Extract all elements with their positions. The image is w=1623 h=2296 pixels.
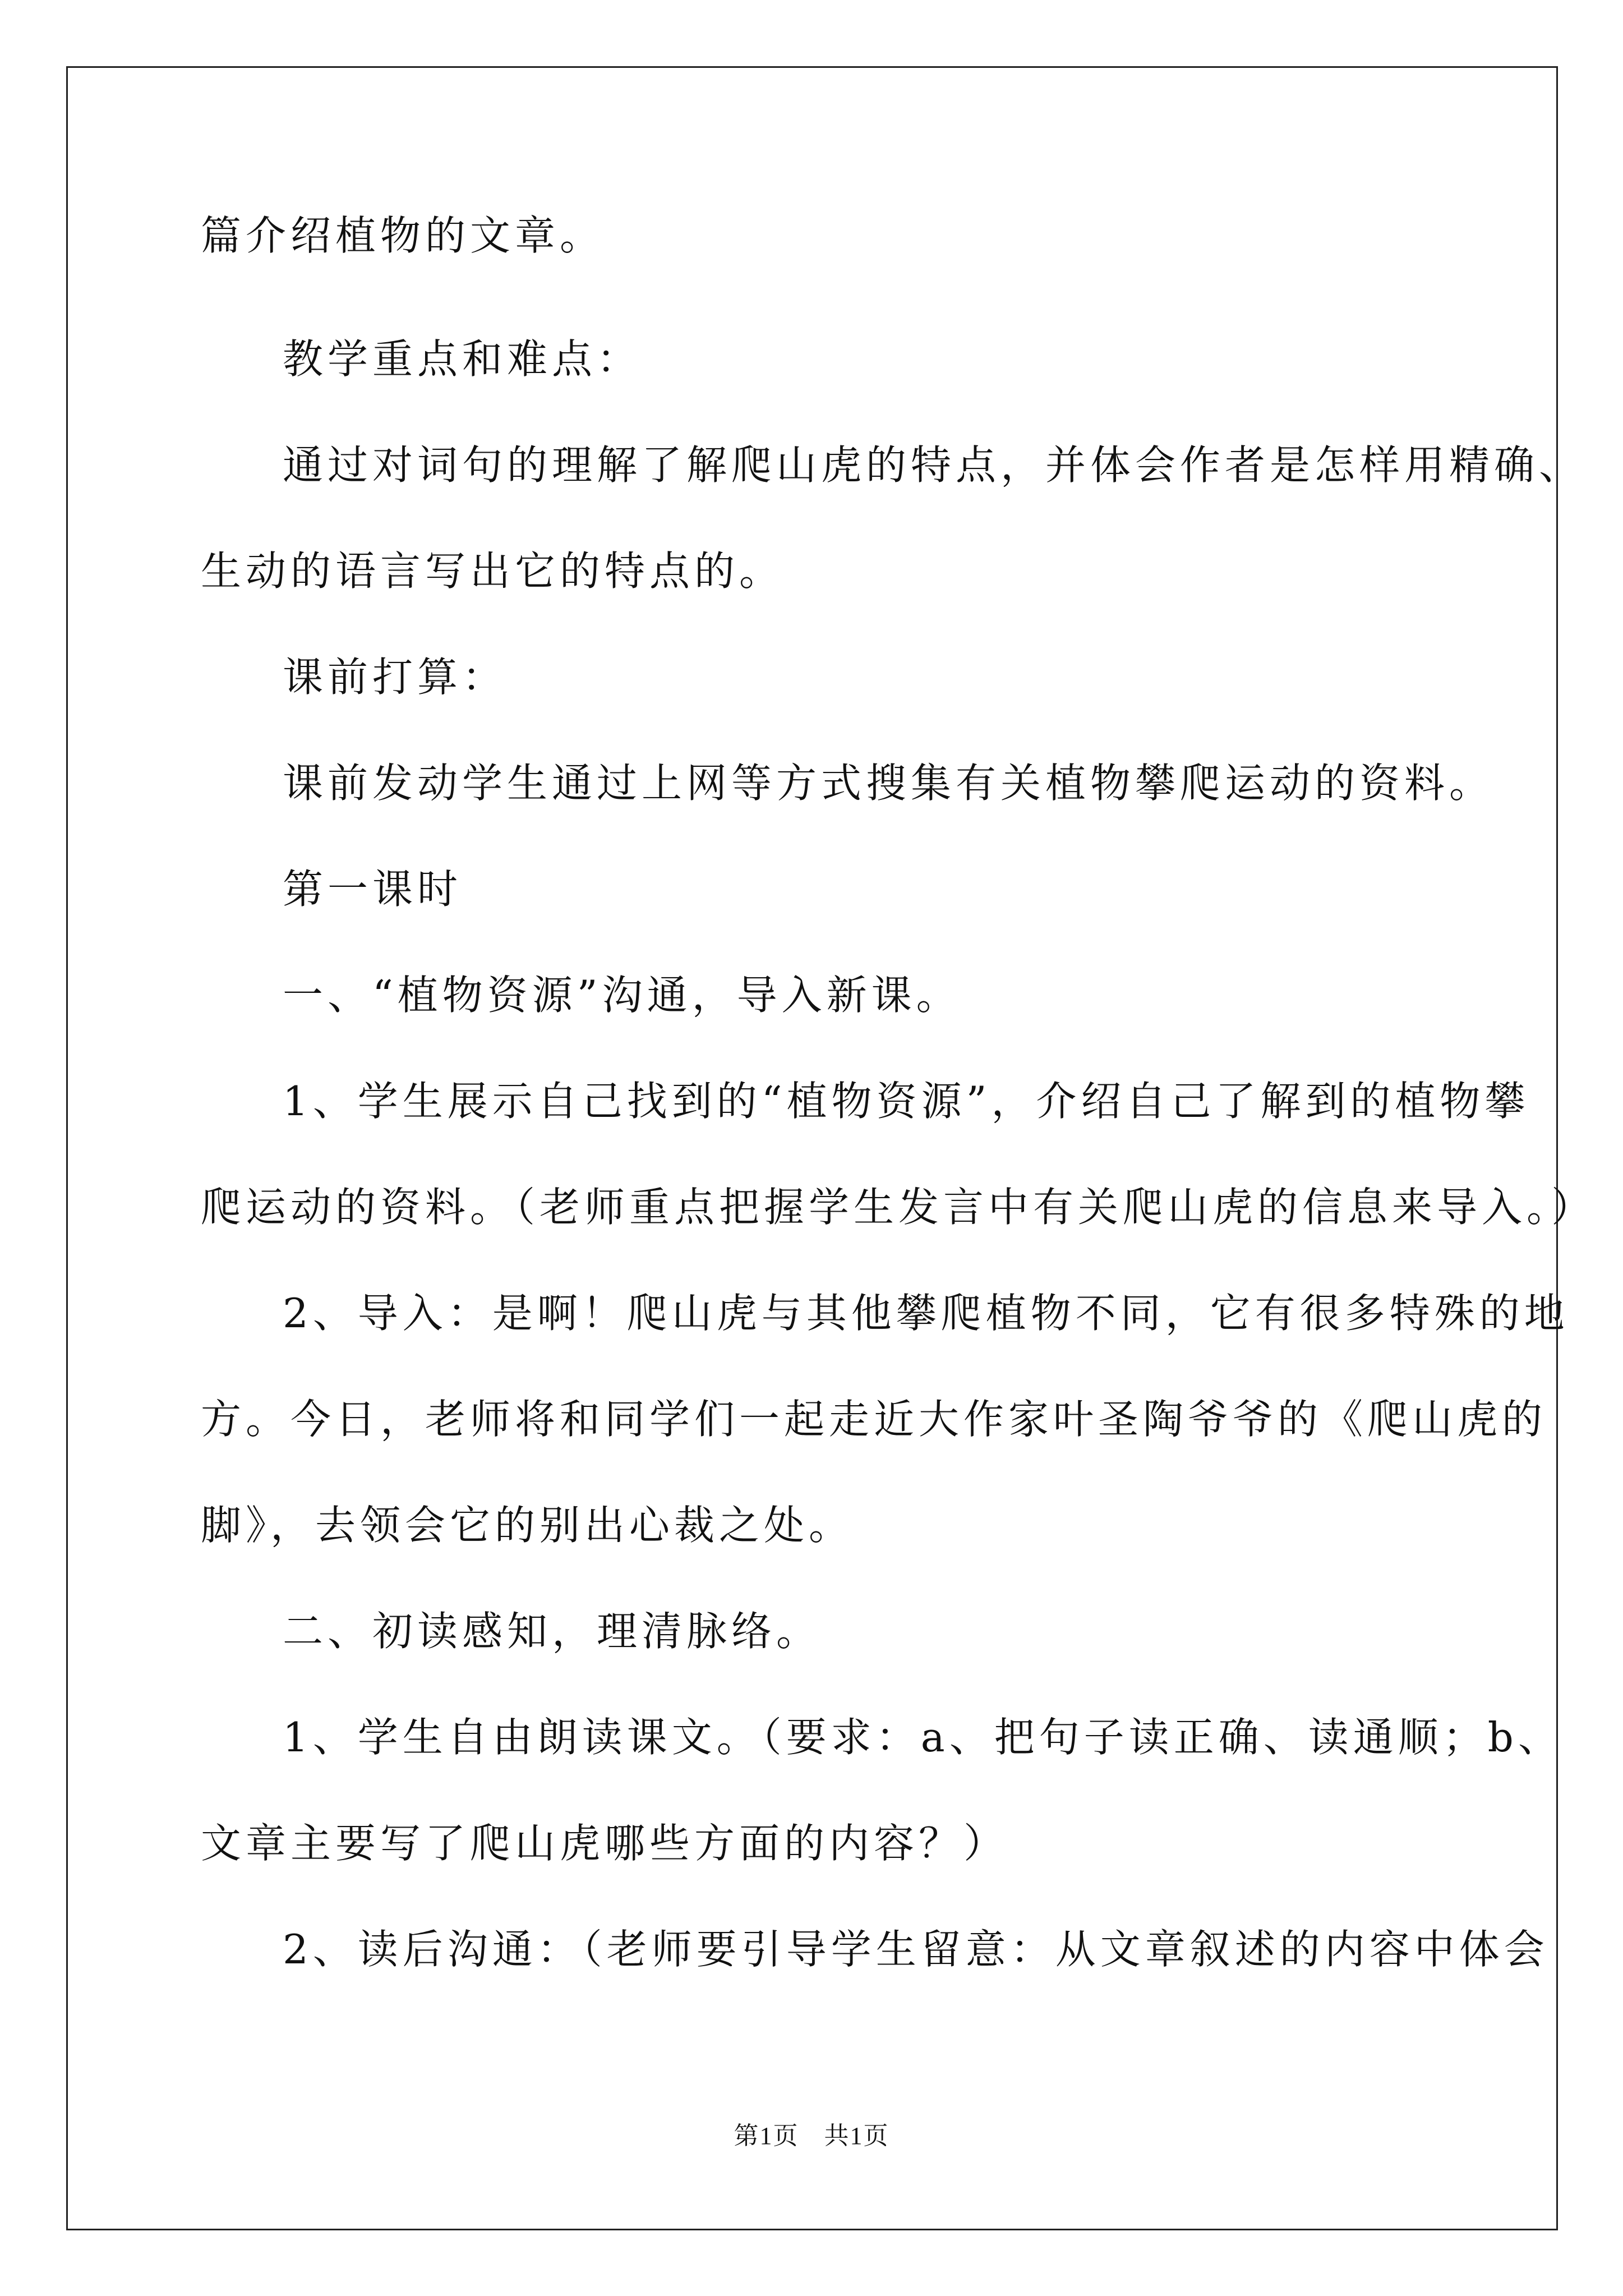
paragraph-line: 爬运动的资料。（老师重点把握学生发言中有关爬山虎的信息来导入。） xyxy=(201,1184,1597,1231)
page-border xyxy=(66,66,1558,2230)
paragraph-line: 1、学生展示自己找到的“植物资源”，介绍自己了解到的植物攀 xyxy=(283,1078,1530,1125)
paragraph-line: 通过对词句的理解了解爬山虎的特点，并体会作者是怎样用精确、 xyxy=(283,441,1584,489)
paragraph-line: 脚》，去领会它的别出心裁之处。 xyxy=(201,1502,854,1549)
paragraph-line: 1、学生自由朗读课文。（要求：a、把句子读正确、读通顺；b、 xyxy=(283,1714,1563,1761)
paragraph-line: 文章主要写了爬山虎哪些方面的内容？） xyxy=(201,1820,1009,1867)
paragraph-line: 课前发动学生通过上网等方式搜集有关植物攀爬运动的资料。 xyxy=(283,760,1495,807)
paragraph-line: 生动的语言写出它的特点的。 xyxy=(201,547,785,595)
paragraph-line: 方。今日，老师将和同学们一起走近大作家叶圣陶爷爷的《爬山虎的 xyxy=(201,1396,1547,1443)
page-footer xyxy=(0,2119,1623,2153)
paragraph-line: 2、读后沟通：（老师要引导学生留意：从文章叙述的内容中体会 xyxy=(283,1926,1549,1973)
paragraph-line: 第一课时 xyxy=(283,866,463,913)
paragraph-line: 二、初读感知，理清脉络。 xyxy=(283,1608,822,1655)
paragraph-line: 2、导入：是啊！爬山虎与其他攀爬植物不同，它有很多特殊的地 xyxy=(283,1290,1569,1337)
paragraph-line: 一、“植物资源”沟通，导入新课。 xyxy=(283,972,961,1019)
total-pages-label: 共1页 xyxy=(824,2122,889,2150)
paragraph-line: 课前打算： xyxy=(283,654,508,701)
paragraph-line: 篇介绍植物的文章。 xyxy=(201,212,605,259)
paragraph-line: 教学重点和难点： xyxy=(283,335,642,383)
current-page-label: 第1页 xyxy=(734,2122,799,2150)
